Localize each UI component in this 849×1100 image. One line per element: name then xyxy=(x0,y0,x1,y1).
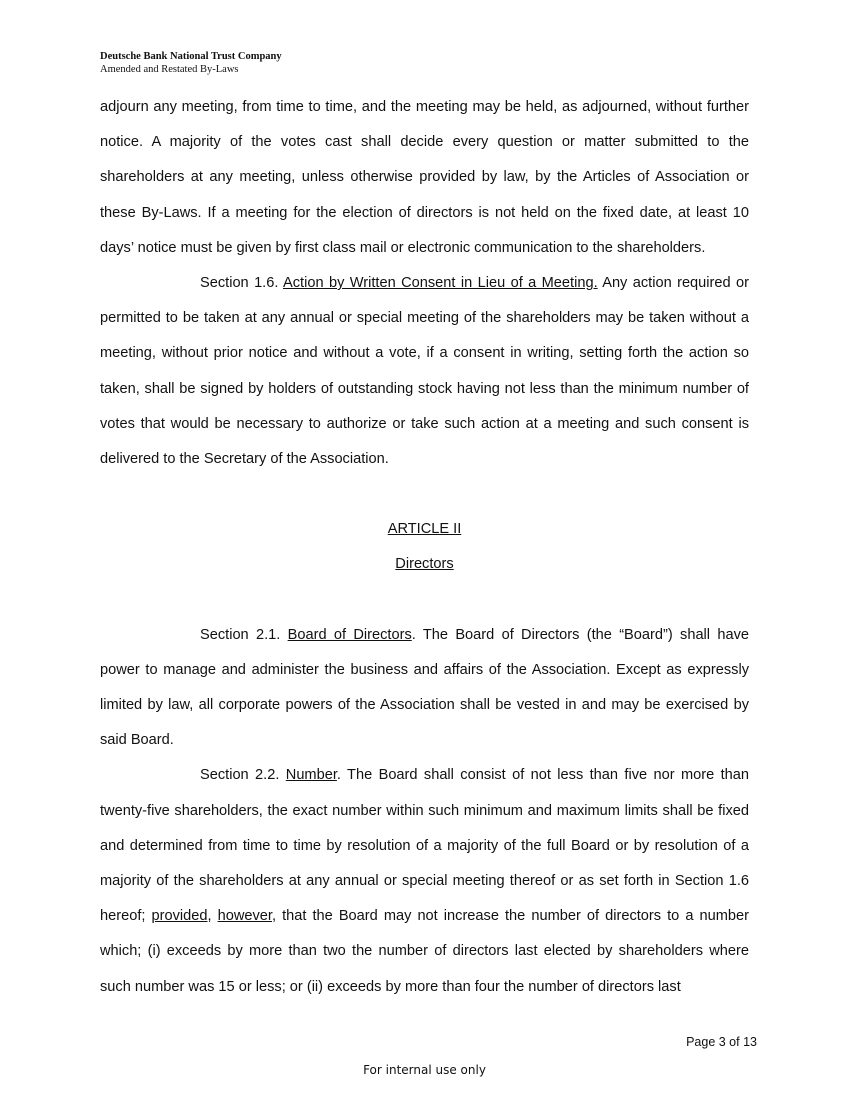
section-2-1-number: Section 2.1. xyxy=(200,626,288,643)
provided-term: provided xyxy=(151,908,208,925)
spacer xyxy=(100,583,749,618)
section-2-1-body: . The Board of Directors (the “Board”) shall have power to manage and administer the business and affairs of the Association. Except as expressly limited by law, all corporate powers of the Association shall be vested in and may be exercised by said Board. xyxy=(100,626,749,749)
spacer xyxy=(100,477,749,512)
section-1-6-number: Section 1.6. xyxy=(200,275,283,292)
header-company-name: Deutsche Bank National Trust Company xyxy=(100,51,282,62)
paragraph-adjournment: adjourn any meeting, from time to time, and the meeting may be held, as adjourned, without further notice. A majority of the votes cast shall decide every question or matter submitted to the shareholders at any meeting, unless otherwise provided by law, by the Articles of Association or these By-Laws. If a meeting for the election of directors is not held on the fixed date, at least 10 days’ notice must be given by first class mail or electronic communication to the shareholders. xyxy=(100,99,749,256)
section-1-6-body: Any action required or permitted to be taken at any annual or special meeting of the shareholders may be taken without a meeting, without prior notice and without a vote, if a consent in writing, setting forth the action so taken, shall be signed by holders of outstanding stock having not less than the minimum number of votes that would be necessary to authorize or take such action at a meeting and such consent is delivered to the Secretary of the Association. xyxy=(100,275,749,468)
comma-separator: , xyxy=(207,908,218,925)
section-2-2-body-a: . The Board shall consist of not less than five nor more than twenty-five shareholders, the exact number within such minimum and maximum limits shall be fixed and determined from time to time by resolution of a majority of the full Board or by resolution of a majority of the shareholders at any annual or special meeting thereof or as set forth in Section 1.6 hereof; xyxy=(100,767,749,925)
page-number: Page 3 of 13 xyxy=(686,1035,757,1049)
however-term: however xyxy=(217,908,272,925)
article-title-line xyxy=(100,547,749,582)
footer-classification: For internal use only xyxy=(363,1063,486,1077)
article-title: Directors xyxy=(395,556,454,573)
section-2-2-title: Number xyxy=(285,767,337,784)
document-body xyxy=(100,90,749,1005)
section-2-1-title: Board of Directors xyxy=(287,626,412,643)
article-number: ARTICLE II xyxy=(387,521,462,538)
section-1-6-title: Action by Written Consent in Lieu of a Meeting. xyxy=(283,275,598,292)
article-heading xyxy=(100,512,749,547)
section-2-2-number: Section 2.2. xyxy=(200,767,286,784)
section-2-2-body-b: , that the Board may not increase the number of directors to a number which; (i) exceeds by more than two the number of directors last elected by shareholders where such number was 15 or less; or (ii) exceeds by more than four the number of directors last xyxy=(100,908,750,995)
section-1-6 xyxy=(100,266,749,477)
header-document-subtitle: Amended and Restated By-Laws xyxy=(100,64,239,75)
section-2-1 xyxy=(100,618,749,759)
section-2-2 xyxy=(100,758,749,1004)
document-header xyxy=(100,50,282,76)
